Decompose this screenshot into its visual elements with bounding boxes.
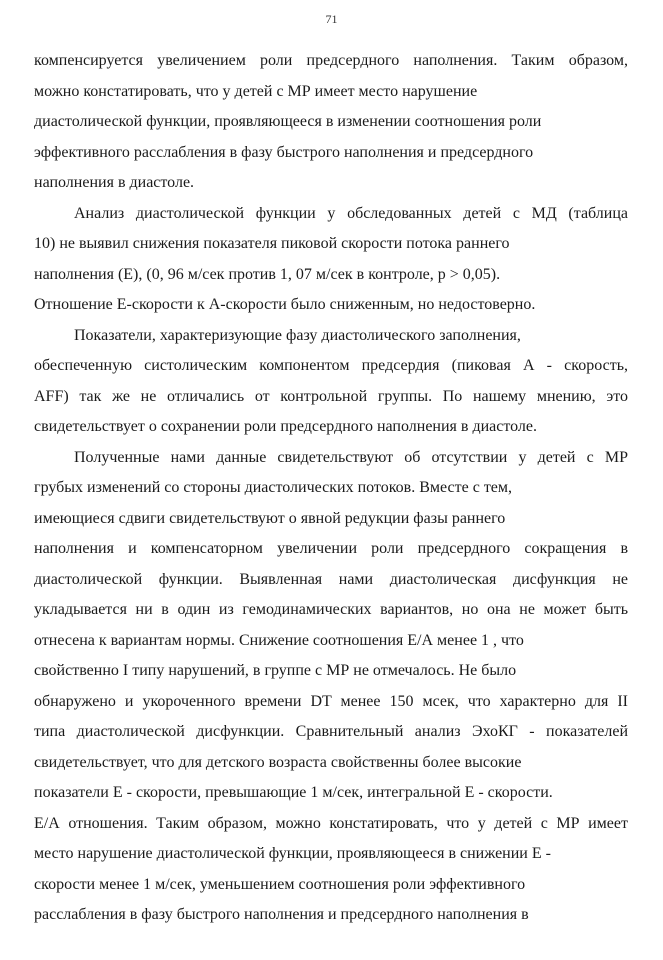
text-line: 10) не выявил снижения показателя пиковой скорости потока раннего bbox=[34, 235, 510, 252]
text-line: расслабления в фазу быстрого наполнения и предсердного наполнения в bbox=[34, 906, 529, 923]
text-line: обеспеченную систолическим компонентом предсердия (пиковая А - скорость, bbox=[34, 357, 628, 374]
text-line: Отношение Е-скорости к А-скорости было сниженным, но недостоверно. bbox=[34, 296, 536, 313]
text-line: укладывается ни в один из гемодинамических вариантов, но она не может быть bbox=[34, 601, 628, 618]
text-line: компенсируется увеличением роли предсердного наполнения. Таким образом, bbox=[34, 52, 628, 69]
text-line: наполнения в диастоле. bbox=[34, 174, 195, 191]
text-line: имеющиеся сдвиги свидетельствуют о явной редукции фазы раннего bbox=[34, 509, 506, 527]
body-text bbox=[34, 46, 628, 931]
text-line: показатели Е - скорости, превышающие 1 м/сек, интегральной Е - скорости. bbox=[34, 784, 553, 801]
text-line: Анализ диастолической функции у обследованных детей с МД (таблица bbox=[74, 204, 628, 222]
text-line: скорости менее 1 м/сек, уменьшением соотношения роли эффективного bbox=[34, 875, 526, 893]
text-line: наполнения и компенсаторном увеличении роли предсердного сокращения в bbox=[34, 540, 628, 557]
page-number: 71 bbox=[325, 12, 338, 26]
text-line: диастолической функции, проявляющееся в изменении соотношения роли bbox=[34, 113, 542, 130]
text-line: свидетельствует, что для детского возраста свойственны более высокие bbox=[34, 753, 522, 771]
text-line: эффективного расслабления в фазу быстрого наполнения и предсердного bbox=[34, 143, 534, 161]
text-line: Показатели, характеризующие фазу диастолического заполнения, bbox=[74, 326, 521, 344]
text-line: место нарушение диастолической функции, проявляющееся в снижении Е - bbox=[34, 845, 551, 862]
text-line: отнесена к вариантам нормы. Снижение соотношения Е/А менее 1 , что bbox=[34, 631, 524, 649]
text-line: Полученные нами данные свидетельствуют об отсутствии у детей с МР bbox=[74, 448, 628, 466]
text-line: типа диастолической дисфункции. Сравнительный анализ ЭхоКГ - показателей bbox=[34, 723, 628, 740]
text-line: Е/А отношения. Таким образом, можно констатировать, что у детей с МР имеет bbox=[34, 814, 628, 832]
text-line: наполнения (Е), (0, 96 м/сек против 1, 07 м/сек в контроле, р > 0,05). bbox=[34, 265, 501, 283]
text-line: можно констатировать, что у детей с МР имеет место нарушение bbox=[34, 82, 478, 100]
text-line: свойственно I типу нарушений, в группе с МР не отмечалось. Не было bbox=[34, 662, 517, 679]
text-line: обнаружено и укороченного времени DT менее 150 мсек, что характерно для II bbox=[34, 692, 628, 710]
text-line: свидетельствует о сохранении роли предсердного наполнения в диастоле. bbox=[34, 418, 538, 435]
text-line: AFF) так же не отличались от контрольной группы. По нашему мнению, это bbox=[34, 387, 628, 405]
text-line: диастолической функции. Выявленная нами диастолическая дисфункция не bbox=[34, 570, 628, 588]
text-line: грубых изменений со стороны диастолических потоков. Вместе с тем, bbox=[34, 479, 513, 496]
